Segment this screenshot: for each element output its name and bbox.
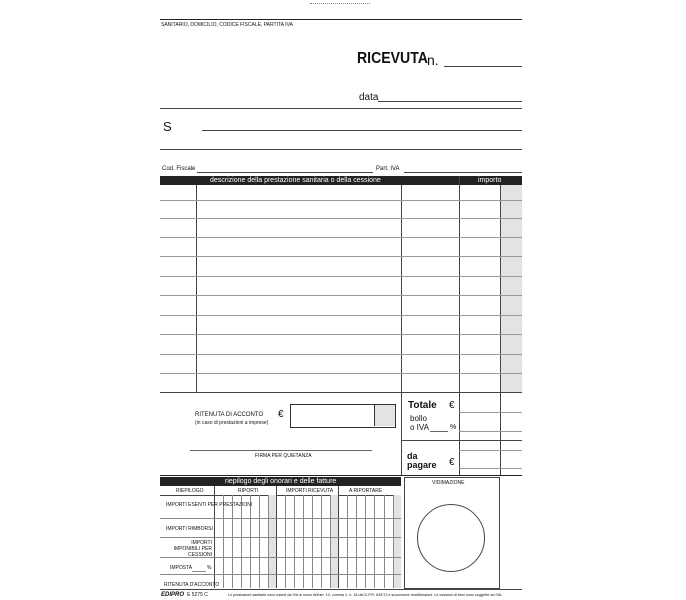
- date-line[interactable]: [378, 101, 522, 102]
- signature-line[interactable]: [190, 450, 372, 451]
- top-rule: [160, 19, 522, 20]
- footer-note: Le prestazioni sanitarie sono esenti da IVA ai sensi dell'art. 10, comma 1, n. 18 del D.P.R. 633/72 e successive modificazioni. Le cessioni di beni sono soggette ad IVA.: [228, 592, 503, 597]
- riepilogo-row-label: IMPORTI IMPONIBILI PER CESSIONI: [173, 540, 212, 558]
- sender-label: SANITARIO, DOMICILIO, CODICE FISCALE, PARTITA IVA: [161, 22, 293, 28]
- table-row-line: [160, 200, 522, 201]
- totale-label: Totale: [408, 400, 437, 411]
- part-iva-label: Part. IVA: [376, 166, 400, 172]
- iva-percent-line[interactable]: [430, 431, 448, 432]
- table-row-line: [160, 276, 522, 277]
- receipt-number-label: n.: [427, 52, 439, 68]
- table-row-line: [160, 256, 522, 257]
- ritenuta-sublabel: (in caso di prestazioni a imprese): [195, 420, 269, 426]
- receipt-number-line[interactable]: [444, 66, 522, 67]
- recipient-label: S: [163, 119, 172, 134]
- totale-line: [459, 412, 522, 413]
- riepilogo-row-label: IMPORTI ESENTI PER PRESTAZIONI: [166, 502, 253, 508]
- summary-top-line: [160, 475, 522, 476]
- cod-fiscale-line[interactable]: [197, 172, 373, 173]
- table-row-line: [160, 295, 522, 296]
- col-description-label: descrizione della prestazione sanitaria o della cessione: [210, 177, 381, 184]
- riepilogo-col-summary: RIEPILOGO: [176, 488, 204, 494]
- riepilogo-row-line: [160, 574, 401, 575]
- riepilogo-row-line: [160, 537, 401, 538]
- table-row-line: [160, 354, 522, 355]
- riepilogo-col-riportare: A RIPORTARE: [349, 488, 383, 494]
- recipient-line-2[interactable]: [160, 149, 522, 150]
- ritenuta-label: RITENUTA DI ACCONTO: [195, 412, 264, 418]
- pagare-label: pagare: [407, 460, 437, 470]
- table-row-line: [160, 237, 522, 238]
- stamp-circle: [417, 504, 485, 572]
- imposta-percent-sign: %: [207, 565, 212, 571]
- signature-label: FIRMA PER QUIETANZA: [255, 453, 312, 459]
- pagare-line: [459, 468, 522, 469]
- recipient-line-1[interactable]: [202, 130, 522, 131]
- receipt-form: [160, 0, 522, 600]
- o-iva-label: o IVA: [410, 423, 429, 432]
- riepilogo-row-line: [160, 518, 401, 519]
- table-row-line: [160, 218, 522, 219]
- bollo-label: bollo: [410, 414, 427, 423]
- ritenuta-euro-sign: €: [278, 409, 284, 420]
- vidimazione-label: VIDIMAZIONE: [432, 480, 465, 486]
- riepilogo-col-importi: IMPORTI RICEVUTA: [286, 488, 334, 494]
- riepilogo-row-label: IMPOSTA: [170, 565, 193, 571]
- ritenuta-cents-box: [374, 405, 395, 426]
- iva-percent-sign: %: [450, 424, 457, 431]
- table-row-line: [160, 334, 522, 335]
- totals-separator: [401, 440, 522, 441]
- pagare-line: [459, 450, 522, 451]
- pagare-euro-sign: €: [449, 457, 455, 468]
- form-code: E 5275 C: [187, 592, 208, 598]
- cents-column: [500, 185, 522, 392]
- da-label: da: [407, 451, 418, 461]
- riepilogo-row-line: [160, 557, 401, 558]
- col-amount-label: importo: [478, 177, 502, 184]
- riepilogo-title: riepilogo degli onorari e delle fatture: [225, 478, 337, 485]
- table-col-line-1: [196, 185, 197, 392]
- bollo-line: [459, 431, 522, 432]
- perforation-line: [310, 3, 370, 4]
- riepilogo-row-label: RITENUTA D'ACCONTO: [164, 582, 220, 588]
- table-bottom-line: [160, 392, 522, 393]
- totale-euro-sign: €: [449, 400, 455, 411]
- riepilogo-bottom-line: [160, 589, 522, 590]
- receipt-title: RICEVUTA: [357, 50, 428, 67]
- sender-line: [160, 108, 522, 109]
- cod-fiscale-label: Cod. Fiscale: [162, 166, 196, 172]
- table-row-line: [160, 373, 522, 374]
- part-iva-line[interactable]: [404, 172, 522, 173]
- riepilogo-row-label: IMPORTI RIMBORSI: [166, 526, 213, 532]
- imposta-percent-line[interactable]: [192, 571, 206, 572]
- date-label: data: [359, 92, 379, 103]
- table-row-line: [160, 315, 522, 316]
- riepilogo-col-riporti: RIPORTI: [238, 488, 259, 494]
- brand-logo: EDIPRO: [161, 592, 185, 598]
- table-col-line-2: [401, 185, 402, 475]
